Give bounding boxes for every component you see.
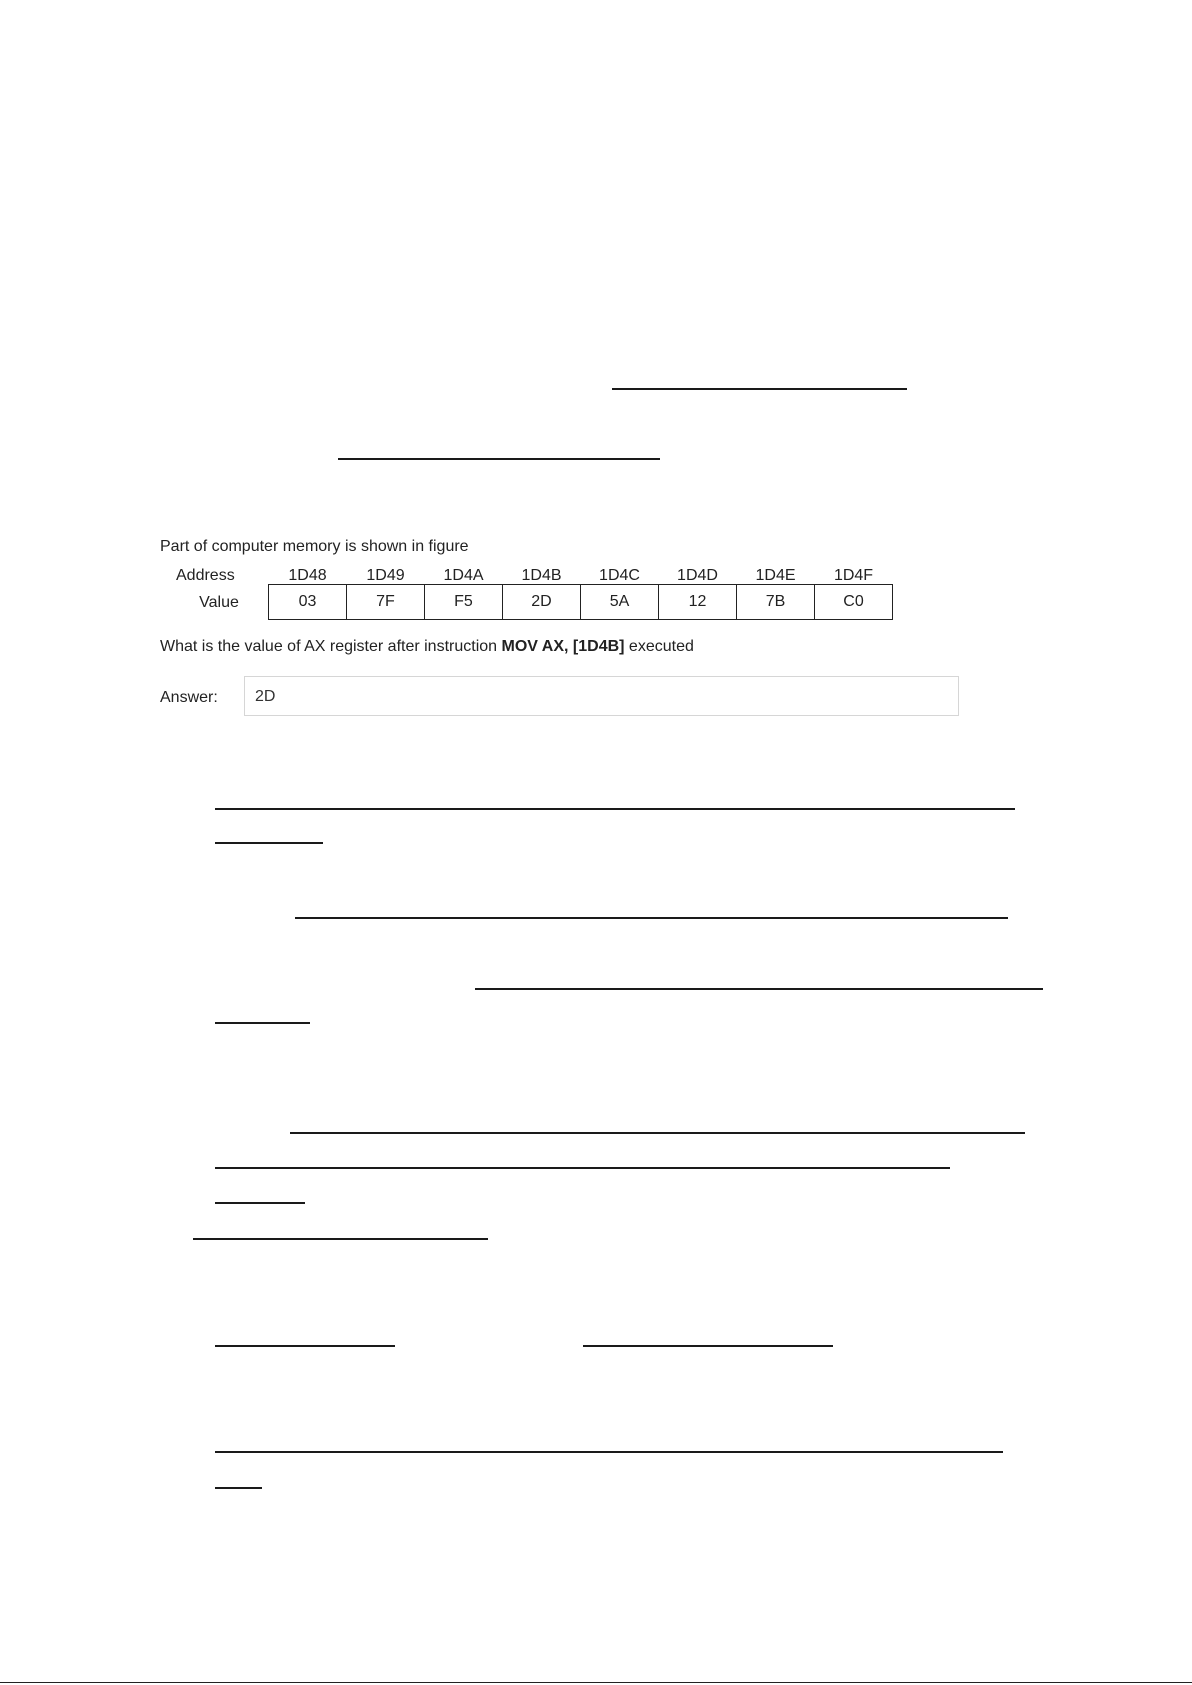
address-cell: 1D4F xyxy=(833,567,874,584)
answer-label: Answer: xyxy=(160,689,218,706)
value-cell: 03 xyxy=(269,585,347,619)
value-cell: 7B xyxy=(737,585,815,619)
question-instruction: MOV AX, [1D4B] xyxy=(501,638,625,655)
value-cell: 2D xyxy=(503,585,581,619)
value-cells xyxy=(268,584,893,620)
underline-1 xyxy=(612,388,907,390)
underline-9 xyxy=(215,1167,950,1169)
underline-15 xyxy=(215,1487,262,1489)
page-bottom-rule xyxy=(0,1682,1192,1683)
underline-8 xyxy=(290,1132,1025,1134)
underline-11 xyxy=(193,1238,488,1240)
address-cell: 1D4E xyxy=(755,567,796,584)
value-cell: 7F xyxy=(347,585,425,619)
value-cell: 12 xyxy=(659,585,737,619)
question-suffix: executed xyxy=(624,638,694,655)
answer-field[interactable]: 2D xyxy=(244,676,959,716)
question-text xyxy=(160,638,694,656)
underline-3 xyxy=(215,808,1015,810)
address-cell: 1D4C xyxy=(599,567,640,584)
underline-6 xyxy=(475,988,1043,990)
value-label: Value xyxy=(199,594,239,611)
address-cell: 1D4D xyxy=(677,567,718,584)
underline-13 xyxy=(583,1345,833,1347)
underline-5 xyxy=(295,917,1008,919)
value-cell: 5A xyxy=(581,585,659,619)
address-cell: 1D48 xyxy=(288,567,327,584)
underline-14 xyxy=(215,1451,1003,1453)
figure-caption: Part of computer memory is shown in figure xyxy=(160,538,469,555)
address-cell: 1D49 xyxy=(366,567,405,584)
underline-4 xyxy=(215,842,323,844)
address-cell: 1D4A xyxy=(443,567,484,584)
underline-10 xyxy=(215,1202,305,1204)
address-cell: 1D4B xyxy=(521,567,562,584)
value-cell: C0 xyxy=(843,593,864,610)
underline-7 xyxy=(215,1022,310,1024)
address-label: Address xyxy=(176,567,235,584)
underline-12 xyxy=(215,1345,395,1347)
value-cell: F5 xyxy=(425,585,503,619)
underline-2 xyxy=(338,458,660,460)
question-prefix: What is the value of AX register after instruction xyxy=(160,638,502,655)
